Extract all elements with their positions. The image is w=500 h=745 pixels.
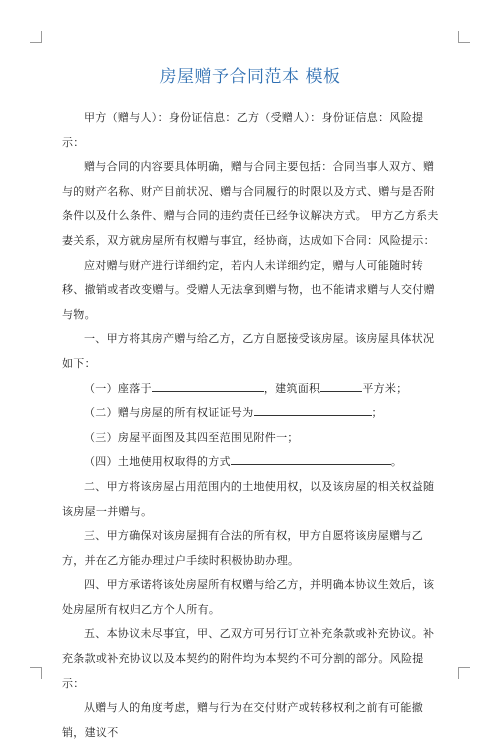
crop-mark-bottom-left-v [41,667,42,679]
paragraph-certificate [62,401,442,426]
paragraph-clause-4: 四、甲方承诺将该处房屋所有权赠与给乙方，并明确本协议生效后，该处房屋所有权归乙方个人所有。 [62,578,435,616]
paragraph-risk-advice: 从赠与人的角度考虑，赠与行为在交付财产或转移权利之前有可能撤销，建议不 [62,701,423,739]
paragraph-clause-3: 三、甲方确保对该房屋拥有合法的所有权，甲方自愿将该房屋赠与乙方，并在乙方能办理过户手续时积极协助办理。 [62,529,423,567]
document-body [62,106,442,745]
area-label: ，建筑面积 [263,381,321,395]
certificate-label: （二）赠与房屋的所有权证证号为 [84,406,254,420]
land-use-label: （四）土地使用权取得的方式 [84,455,231,469]
document-title: 房屋赠予合同范本 模板 [159,67,341,87]
paragraph-risk-note: 应对赠与财产进行详细约定，若内人未详细约定，赠与人可能随时转移、撤销或者改变赠与。受赠人无法拿到赠与物，也不能请求赠与人交付赠与物。 [62,258,435,321]
paragraph-floor-plan: （三）房屋平面图及其四至范围见附件一； [84,430,299,444]
crop-mark-top-right-h [458,42,470,43]
paragraph-location [62,377,442,402]
paragraph-clause-5: 五、本协议未尽事宜，甲、乙双方可另行订立补充条款或补充协议。补充条款或补充协议以及本契约的附件均为本契约不可分割的部分。风险提示： [62,627,435,690]
area-blank [320,380,362,392]
crop-mark-bottom-right-h [458,667,470,668]
paragraph-contract-content: 赠与合同的内容要具体明确，赠与合同主要包括：合同当事人双方、赠与的财产名称、财产目前状况、赠与合同履行的时限以及方式、赠与是否附条件以及什么条件、赠与合同的违约责任已经争议解决方式。 甲方乙方系夫妻关系，双方就房屋所有权赠与事宜，经协商，达成如下合同：风险提示： [62,160,439,247]
land-use-blank [231,453,391,465]
location-blank [152,380,264,392]
paragraph-parties: 甲方（赠与人）：身份证信息：乙方（受赠人）：身份证信息：风险提示： [62,111,424,149]
crop-mark-bottom-right-v [458,667,459,679]
location-label: （一）座落于 [84,381,152,395]
paragraph-clause-2: 二、甲方将该房屋占用范围内的土地使用权，以及该房屋的相关权益随该房屋一并赠与。 [62,479,435,518]
land-use-end: 。 [390,455,403,469]
paragraph-clause-1: 一、甲方将其房产赠与给乙方，乙方自愿接受该房屋。该房屋具体状况如下： [62,332,435,370]
certificate-blank [254,404,372,416]
crop-mark-top-right-v [458,31,459,43]
paragraph-land-use [62,450,442,475]
area-unit: 平方米； [362,381,408,395]
certificate-end: ； [371,406,383,420]
crop-mark-top-left-v [41,31,42,43]
